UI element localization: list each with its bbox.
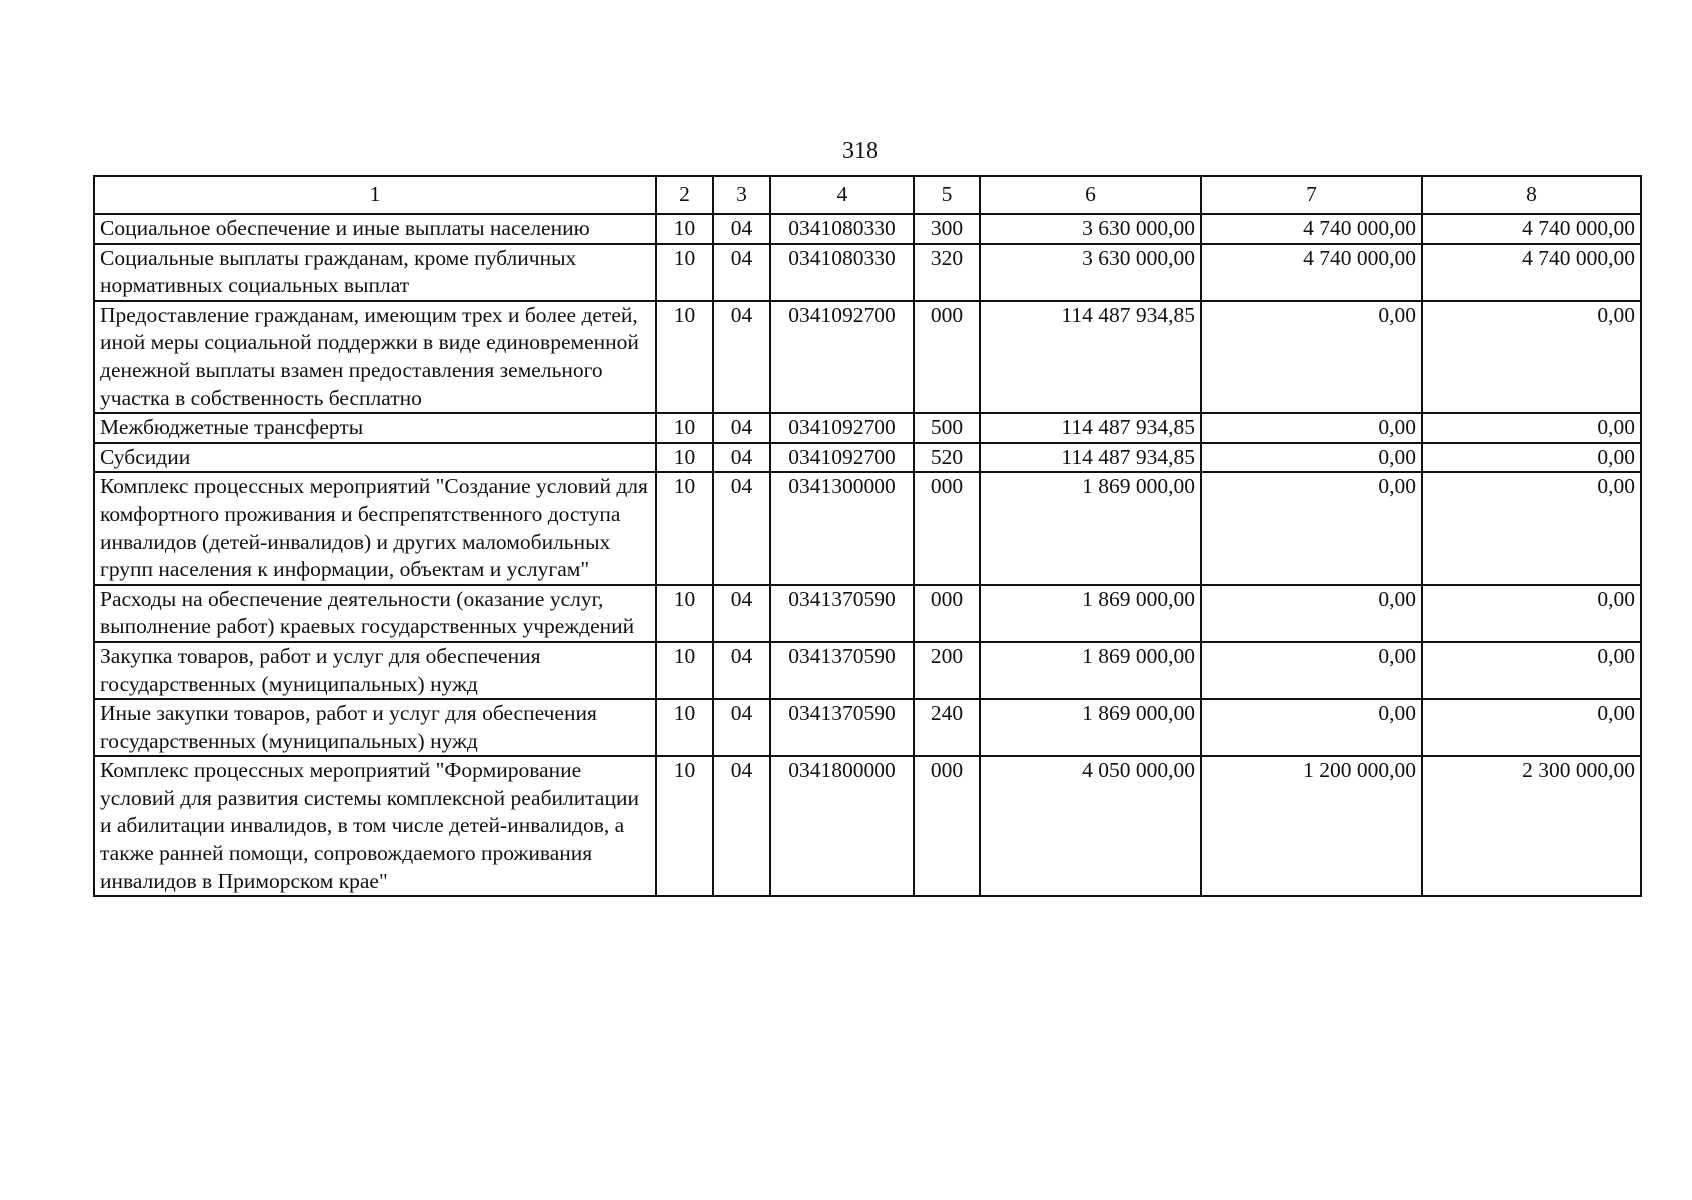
target-article-code: 0341092700: [770, 413, 914, 443]
column-header: 7: [1201, 176, 1422, 214]
table-row: [94, 244, 1641, 301]
header-row: [94, 176, 1641, 214]
target-article-code: 0341370590: [770, 699, 914, 756]
column-header: 6: [980, 176, 1201, 214]
amount-col-6: 114 487 934,85: [980, 301, 1201, 413]
table-row: [94, 301, 1641, 413]
table-row: [94, 585, 1641, 642]
column-header: 8: [1422, 176, 1641, 214]
expense-type-code: 000: [914, 585, 980, 642]
expense-type-code: 000: [914, 472, 980, 584]
subsection-code: 04: [713, 413, 770, 443]
expense-type-code: 000: [914, 756, 980, 896]
row-name: Социальные выплаты гражданам, кроме публичных нормативных социальных выплат: [94, 244, 656, 301]
target-article-code: 0341300000: [770, 472, 914, 584]
page-number: 318: [842, 138, 878, 164]
column-header: 3: [713, 176, 770, 214]
section-code: 10: [656, 214, 713, 244]
target-article-code: 0341080330: [770, 214, 914, 244]
target-article-code: 0341092700: [770, 301, 914, 413]
expense-type-code: 500: [914, 413, 980, 443]
column-header: 1: [94, 176, 656, 214]
table-body: [94, 214, 1641, 896]
amount-col-8: 0,00: [1422, 585, 1641, 642]
row-name: Расходы на обеспечение деятельности (оказание услуг, выполнение работ) краевых государственных учреждений: [94, 585, 656, 642]
amount-col-7: 0,00: [1201, 413, 1422, 443]
amount-col-7: 0,00: [1201, 472, 1422, 584]
expense-type-code: 320: [914, 244, 980, 301]
amount-col-6: 3 630 000,00: [980, 244, 1201, 301]
amount-col-8: 0,00: [1422, 413, 1641, 443]
amount-col-7: 0,00: [1201, 443, 1422, 473]
subsection-code: 04: [713, 756, 770, 896]
expense-type-code: 200: [914, 642, 980, 699]
section-code: 10: [656, 472, 713, 584]
target-article-code: 0341370590: [770, 642, 914, 699]
subsection-code: 04: [713, 585, 770, 642]
subsection-code: 04: [713, 642, 770, 699]
amount-col-8: 4 740 000,00: [1422, 244, 1641, 301]
amount-col-7: 0,00: [1201, 301, 1422, 413]
target-article-code: 0341092700: [770, 443, 914, 473]
table-row: [94, 413, 1641, 443]
table-row: [94, 699, 1641, 756]
table-row: [94, 472, 1641, 584]
amount-col-6: 1 869 000,00: [980, 699, 1201, 756]
amount-col-8: 4 740 000,00: [1422, 214, 1641, 244]
row-name: Социальное обеспечение и иные выплаты населению: [94, 214, 656, 244]
section-code: 10: [656, 443, 713, 473]
column-header: 5: [914, 176, 980, 214]
target-article-code: 0341800000: [770, 756, 914, 896]
amount-col-8: 0,00: [1422, 699, 1641, 756]
amount-col-8: 0,00: [1422, 443, 1641, 473]
amount-col-7: 0,00: [1201, 699, 1422, 756]
subsection-code: 04: [713, 301, 770, 413]
subsection-code: 04: [713, 472, 770, 584]
amount-col-6: 114 487 934,85: [980, 413, 1201, 443]
amount-col-7: 4 740 000,00: [1201, 214, 1422, 244]
row-name: Комплекс процессных мероприятий "Формирование условий для развития системы комплексной реабилитации и абилитации инвалидов, в том числе детей-инвалидов, а также ранней помощи, сопровождаемого проживания инвалидов в Приморском крае": [94, 756, 656, 896]
budget-table: [93, 175, 1642, 897]
section-code: 10: [656, 756, 713, 896]
row-name: Закупка товаров, работ и услуг для обеспечения государственных (муниципальных) нужд: [94, 642, 656, 699]
amount-col-6: 1 869 000,00: [980, 585, 1201, 642]
table-row: [94, 214, 1641, 244]
row-name: Субсидии: [94, 443, 656, 473]
target-article-code: 0341080330: [770, 244, 914, 301]
amount-col-7: 4 740 000,00: [1201, 244, 1422, 301]
amount-col-6: 4 050 000,00: [980, 756, 1201, 896]
section-code: 10: [656, 301, 713, 413]
column-header: 2: [656, 176, 713, 214]
subsection-code: 04: [713, 244, 770, 301]
amount-col-8: 2 300 000,00: [1422, 756, 1641, 896]
amount-col-6: 1 869 000,00: [980, 472, 1201, 584]
subsection-code: 04: [713, 214, 770, 244]
row-name: Предоставление гражданам, имеющим трех и более детей, иной меры социальной поддержки в виде единовременной денежной выплаты взамен предоставления земельного участка в собственность бесплатно: [94, 301, 656, 413]
table-row: [94, 443, 1641, 473]
amount-col-8: 0,00: [1422, 301, 1641, 413]
amount-col-6: 3 630 000,00: [980, 214, 1201, 244]
subsection-code: 04: [713, 699, 770, 756]
section-code: 10: [656, 699, 713, 756]
amount-col-6: 1 869 000,00: [980, 642, 1201, 699]
subsection-code: 04: [713, 443, 770, 473]
expense-type-code: 300: [914, 214, 980, 244]
target-article-code: 0341370590: [770, 585, 914, 642]
expense-type-code: 240: [914, 699, 980, 756]
table-row: [94, 756, 1641, 896]
row-name: Комплекс процессных мероприятий "Создание условий для комфортного проживания и беспрепятственного доступа инвалидов (детей-инвалидов) и других маломобильных групп населения к информации, объектам и услугам": [94, 472, 656, 584]
section-code: 10: [656, 413, 713, 443]
expense-type-code: 000: [914, 301, 980, 413]
amount-col-7: 0,00: [1201, 585, 1422, 642]
row-name: Иные закупки товаров, работ и услуг для обеспечения государственных (муниципальных) нужд: [94, 699, 656, 756]
amount-col-7: 0,00: [1201, 642, 1422, 699]
section-code: 10: [656, 585, 713, 642]
row-name: Межбюджетные трансферты: [94, 413, 656, 443]
column-header: 4: [770, 176, 914, 214]
section-code: 10: [656, 244, 713, 301]
section-code: 10: [656, 642, 713, 699]
amount-col-6: 114 487 934,85: [980, 443, 1201, 473]
amount-col-7: 1 200 000,00: [1201, 756, 1422, 896]
amount-col-8: 0,00: [1422, 472, 1641, 584]
expense-type-code: 520: [914, 443, 980, 473]
table-row: [94, 642, 1641, 699]
amount-col-8: 0,00: [1422, 642, 1641, 699]
